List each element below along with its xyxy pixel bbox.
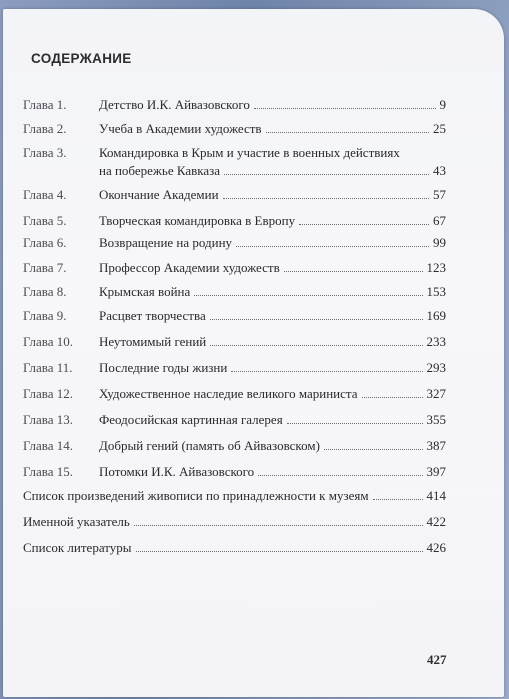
page-number: 397 [426, 464, 446, 479]
toc-entry-chapter-14 [23, 437, 446, 455]
page-number: 67 [433, 213, 446, 228]
chapter-number: Глава 7. [23, 260, 67, 275]
dot-leader [210, 333, 422, 346]
dot-leader [287, 411, 423, 424]
chapter-title: Последние годы жизни [99, 360, 228, 375]
table-of-contents [3, 9, 504, 697]
chapter-number: Глава 1. [23, 97, 67, 112]
chapter-title: Неутомимый гений [99, 334, 207, 349]
page-number: 169 [426, 308, 446, 323]
toc-entry-chapter-10 [23, 333, 446, 351]
dot-leader [284, 259, 423, 272]
dot-leader [362, 385, 423, 398]
page-number: 123 [426, 260, 446, 275]
chapter-number: Глава 11. [23, 360, 73, 375]
toc-entry-chapter-2 [23, 120, 446, 138]
chapter-title: Детство И.К. Айвазовского [99, 97, 250, 112]
toc-entry-chapter-3 [23, 144, 446, 180]
dot-leader [254, 96, 436, 109]
page-number: 25 [433, 121, 446, 136]
dot-leader [266, 120, 429, 133]
book-page [3, 9, 504, 697]
toc-entry-chapter-7 [23, 259, 446, 277]
page-number: 355 [426, 412, 446, 427]
toc-entry-chapter-4 [23, 186, 446, 204]
chapter-number: Глава 9. [23, 308, 67, 323]
chapter-number: Глава 4. [23, 187, 67, 202]
dot-leader [231, 359, 422, 372]
toc-entry-chapter-11 [23, 359, 446, 377]
page-number: 414 [426, 488, 446, 503]
chapter-title-line-1: Командировка в Крым и участие в военных действиях [99, 145, 400, 160]
toc-entry-name-index [23, 513, 446, 531]
appendix-title: Именной указатель [23, 514, 130, 529]
chapter-number: Глава 6. [23, 235, 67, 250]
page-number: 43 [433, 163, 446, 178]
page-number: 153 [426, 284, 446, 299]
chapter-title: Потомки И.К. Айвазовского [99, 464, 255, 479]
toc-entry-bibliography [23, 539, 446, 557]
toc-entry-chapter-6 [23, 234, 446, 252]
chapter-number: Глава 15. [23, 464, 74, 479]
appendix-title: Список литературы [23, 540, 132, 555]
page-number: 99 [433, 235, 446, 250]
dot-leader [224, 162, 429, 175]
toc-entry-chapter-13 [23, 411, 446, 429]
chapter-number: Глава 10. [23, 334, 74, 349]
chapter-title: Добрый гений (память об Айвазовском) [99, 438, 320, 453]
dot-leader [223, 186, 429, 199]
page-number: 327 [426, 386, 446, 401]
dot-leader [236, 234, 429, 247]
page-folio-number: 427 [427, 652, 447, 667]
page-number: 57 [433, 187, 446, 202]
dot-leader [194, 283, 422, 296]
chapter-number: Глава 3. [23, 145, 67, 160]
chapter-title: Расцвет творчества [99, 308, 206, 323]
toc-entry-chapter-15 [23, 463, 446, 481]
toc-entry-chapter-1 [23, 96, 446, 114]
page-number: 426 [426, 540, 446, 555]
chapter-number: Глава 12. [23, 386, 74, 401]
page-title: СОДЕРЖАНИЕ [31, 51, 132, 66]
page-number: 233 [426, 334, 446, 349]
chapter-title: Учеба в Академии художеств [99, 121, 262, 136]
chapter-title: Художественное наследие великого мариниста [99, 386, 358, 401]
chapter-number: Глава 8. [23, 284, 67, 299]
toc-entry-chapter-12 [23, 385, 446, 403]
chapter-title: Возвращение на родину [99, 235, 233, 250]
chapter-title: Окончание Академии [99, 187, 219, 202]
chapter-title-line-2: на побережье Кавказа [99, 163, 221, 178]
toc-entry-chapter-9 [23, 307, 446, 325]
page-number: 9 [439, 97, 446, 112]
chapter-title: Профессор Академии художеств [99, 260, 280, 275]
dot-leader [373, 487, 423, 500]
page-number: 422 [426, 514, 446, 529]
appendix-title: Список произведений живописи по принадлежности к музеям [23, 488, 369, 503]
dot-leader [134, 513, 423, 526]
toc-entry-paintings-list [23, 487, 446, 505]
dot-leader [210, 307, 423, 320]
chapter-number: Глава 2. [23, 121, 67, 136]
toc-entry-chapter-5 [23, 212, 446, 230]
chapter-title: Крымская война [99, 284, 191, 299]
chapter-number: Глава 5. [23, 213, 67, 228]
page-number: 387 [426, 438, 446, 453]
chapter-number: Глава 13. [23, 412, 74, 427]
dot-leader [258, 463, 422, 476]
dot-leader [136, 539, 423, 552]
chapter-number: Глава 14. [23, 438, 74, 453]
chapter-title: Творческая командировка в Европу [99, 213, 296, 228]
page-number: 293 [426, 360, 446, 375]
toc-entry-chapter-8 [23, 283, 446, 301]
dot-leader [324, 437, 423, 450]
dot-leader [299, 212, 429, 225]
chapter-title: Феодосийская картинная галерея [99, 412, 283, 427]
